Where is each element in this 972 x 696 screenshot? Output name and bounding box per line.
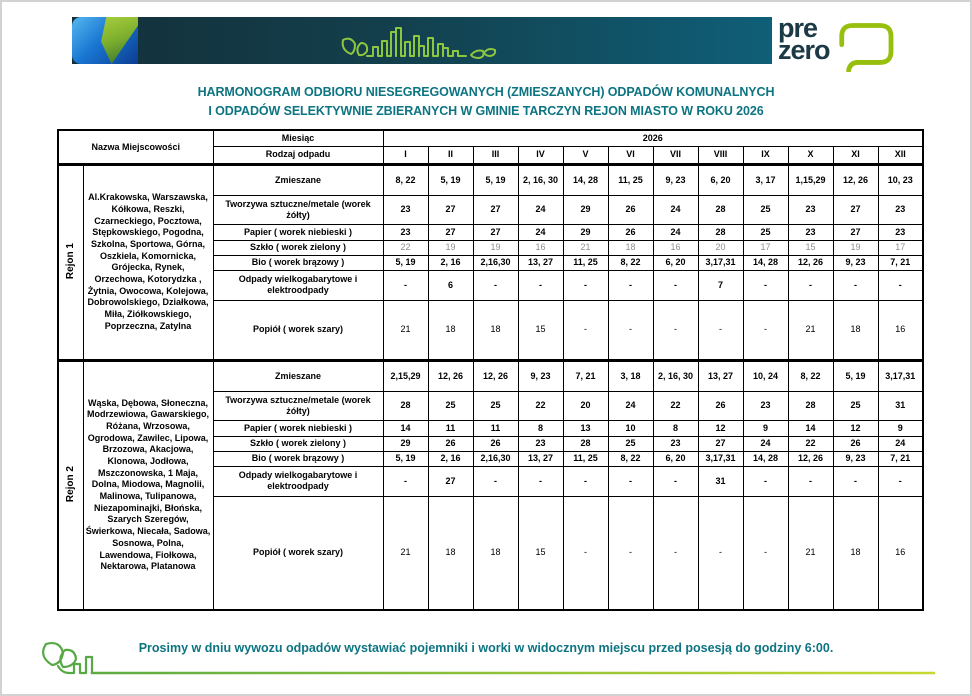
schedule-day-cell: 24 xyxy=(518,195,563,224)
page-title xyxy=(2,83,970,122)
schedule-day-cell: 15 xyxy=(788,240,833,255)
schedule-day-cell: 25 xyxy=(743,224,788,240)
footer-leaf-line-decoration xyxy=(36,638,940,680)
waste-type-label: Papier ( worek niebieski ) xyxy=(213,224,383,240)
schedule-day-cell: - xyxy=(383,270,428,300)
schedule-day-cell: 9 xyxy=(878,420,923,436)
schedule-day-cell: 11 xyxy=(428,420,473,436)
schedule-day-cell: 19 xyxy=(428,240,473,255)
schedule-day-cell: - xyxy=(653,300,698,360)
schedule-day-cell: 2,15,29 xyxy=(383,360,428,391)
schedule-day-cell: 18 xyxy=(473,496,518,610)
schedule-day-cell: 9, 23 xyxy=(833,451,878,466)
page-title-line1: HARMONOGRAM ODBIORU NIESEGREGOWANYCH (ZMIESZANYCH) ODPADÓW KOMUNALNYCH xyxy=(197,85,775,99)
schedule-day-cell: 16 xyxy=(878,496,923,610)
schedule-day-cell: 23 xyxy=(383,195,428,224)
schedule-day-cell: - xyxy=(653,496,698,610)
schedule-day-cell: 11, 25 xyxy=(563,255,608,270)
schedule-day-cell: 28 xyxy=(698,195,743,224)
schedule-day-cell: 3,17,31 xyxy=(698,255,743,270)
prezero-word-top: pre xyxy=(778,13,818,43)
schedule-day-cell: - xyxy=(698,496,743,610)
schedule-day-cell: 22 xyxy=(788,436,833,451)
schedule-day-cell: 16 xyxy=(878,300,923,360)
schedule-day-cell: 24 xyxy=(518,224,563,240)
schedule-day-cell: 6, 20 xyxy=(653,255,698,270)
schedule-day-cell: 2, 16 xyxy=(428,451,473,466)
schedule-day-cell: 21 xyxy=(383,300,428,360)
schedule-day-cell: 5, 19 xyxy=(473,164,518,195)
schedule-day-cell: 2, 16, 30 xyxy=(518,164,563,195)
schedule-day-cell: 25 xyxy=(833,391,878,420)
schedule-day-cell: 22 xyxy=(383,240,428,255)
schedule-day-cell: 13, 27 xyxy=(518,451,563,466)
street-list: Al.Krakowska, Warszawska, Kółkowa, Reszki, Czarneckiego, Pocztowa, Stępkowskiego, Pogodna, Szkolna, Sportowa, Górna, Oszkiela, Komornicka, Grójecka, Rynek, Orzechowa, Kotorydzka , Żytnia, Owocowa, Kolejowa, Dobrowolskiego, Działkowa, Miła, Ziółkowskiego, Poprzeczna, Zatylna xyxy=(83,164,213,360)
schedule-day-cell: 13 xyxy=(563,420,608,436)
schedule-day-cell: 3, 17 xyxy=(743,164,788,195)
schedule-day-cell: 14, 28 xyxy=(743,451,788,466)
schedule-day-cell: 14, 28 xyxy=(563,164,608,195)
schedule-day-cell: 29 xyxy=(563,195,608,224)
waste-type-label: Papier ( worek niebieski ) xyxy=(213,420,383,436)
schedule-day-cell: 31 xyxy=(698,466,743,496)
schedule-day-cell: 26 xyxy=(473,436,518,451)
region-label xyxy=(58,164,83,360)
schedule-day-cell: 5, 19 xyxy=(833,360,878,391)
schedule-day-cell: 12, 26 xyxy=(788,255,833,270)
schedule-day-cell: 2,16,30 xyxy=(473,451,518,466)
schedule-day-cell: 27 xyxy=(428,466,473,496)
schedule-day-cell: 7, 21 xyxy=(878,451,923,466)
schedule-day-cell: 27 xyxy=(428,195,473,224)
schedule-day-cell: - xyxy=(698,300,743,360)
schedule-day-cell: 13, 27 xyxy=(518,255,563,270)
schedule-day-cell: 21 xyxy=(788,300,833,360)
schedule-day-cell: 6, 20 xyxy=(653,451,698,466)
schedule-day-cell: 29 xyxy=(383,436,428,451)
schedule-day-cell: 8, 22 xyxy=(608,451,653,466)
waste-type-label: Zmieszane xyxy=(213,164,383,195)
schedule-day-cell: 12, 26 xyxy=(473,360,518,391)
schedule-day-cell: 23 xyxy=(878,224,923,240)
table-row xyxy=(58,360,923,391)
schedule-day-cell: - xyxy=(563,270,608,300)
schedule-day-cell: 11, 25 xyxy=(608,164,653,195)
schedule-day-cell: - xyxy=(608,300,653,360)
schedule-day-cell: - xyxy=(563,496,608,610)
waste-type-label: Odpady wielkogabarytowe i elektroodpady xyxy=(213,270,383,300)
col-header-month: IX xyxy=(743,146,788,164)
schedule-day-cell: 22 xyxy=(653,391,698,420)
schedule-day-cell: - xyxy=(788,466,833,496)
schedule-day-cell: 14, 28 xyxy=(743,255,788,270)
waste-type-label: Odpady wielkogabarytowe i elektroodpady xyxy=(213,466,383,496)
schedule-day-cell: 31 xyxy=(878,391,923,420)
schedule-day-cell: 2, 16, 30 xyxy=(653,360,698,391)
schedule-day-cell: 21 xyxy=(788,496,833,610)
schedule-day-cell: 16 xyxy=(518,240,563,255)
page-title-line2: I ODPADÓW SELEKTYWNIE ZBIERANYCH W GMINIE TARCZYN REJON MIASTO W ROKU 2026 xyxy=(208,104,764,119)
waste-type-label: Popiół ( worek szary) xyxy=(213,496,383,610)
schedule-day-cell: 27 xyxy=(473,195,518,224)
schedule-day-cell: 23 xyxy=(788,224,833,240)
schedule-day-cell: 11 xyxy=(473,420,518,436)
schedule-day-cell: 18 xyxy=(428,496,473,610)
prezero-leaf-icon xyxy=(834,20,896,72)
schedule-day-cell: 27 xyxy=(428,224,473,240)
schedule-day-cell: 15 xyxy=(518,300,563,360)
schedule-day-cell: 10, 23 xyxy=(878,164,923,195)
schedule-day-cell: 5, 19 xyxy=(383,451,428,466)
waste-type-label: Popiół ( worek szary) xyxy=(213,300,383,360)
schedule-day-cell: 12 xyxy=(833,420,878,436)
schedule-day-cell: - xyxy=(383,466,428,496)
schedule-day-cell: - xyxy=(473,270,518,300)
schedule-day-cell: 8, 22 xyxy=(788,360,833,391)
schedule-day-cell: 5, 19 xyxy=(383,255,428,270)
col-header-month: III xyxy=(473,146,518,164)
schedule-day-cell: 8, 22 xyxy=(383,164,428,195)
col-header-rodzaj-odpadu: Rodzaj odpadu xyxy=(213,146,383,164)
schedule-day-cell: - xyxy=(608,496,653,610)
header-area xyxy=(2,2,970,66)
schedule-day-cell: 18 xyxy=(428,300,473,360)
schedule-day-cell: 1,15,29 xyxy=(788,164,833,195)
region-label-text: Rejon 1 xyxy=(65,243,77,280)
schedule-day-cell: 26 xyxy=(428,436,473,451)
city-skyline-icon xyxy=(337,24,507,62)
schedule-day-cell: 12, 26 xyxy=(788,451,833,466)
schedule-day-cell: 14 xyxy=(788,420,833,436)
schedule-day-cell: 18 xyxy=(833,300,878,360)
waste-type-label: Bio ( worek brązowy ) xyxy=(213,451,383,466)
schedule-day-cell: 8 xyxy=(653,420,698,436)
schedule-day-cell: - xyxy=(743,466,788,496)
waste-type-label: Szkło ( worek zielony ) xyxy=(213,436,383,451)
waste-type-label: Tworzywa sztuczne/metale (worek żółty) xyxy=(213,391,383,420)
col-header-month: X xyxy=(788,146,833,164)
schedule-day-cell: 12, 26 xyxy=(428,360,473,391)
region-label xyxy=(58,360,83,610)
schedule-day-cell: - xyxy=(608,270,653,300)
waste-type-label: Zmieszane xyxy=(213,360,383,391)
schedule-day-cell: 15 xyxy=(518,496,563,610)
col-header-month: VI xyxy=(608,146,653,164)
schedule-day-cell: 16 xyxy=(653,240,698,255)
col-header-month: II xyxy=(428,146,473,164)
schedule-day-cell: 28 xyxy=(563,436,608,451)
schedule-day-cell: - xyxy=(653,270,698,300)
prezero-logo xyxy=(778,13,896,72)
schedule-day-cell: 28 xyxy=(383,391,428,420)
schedule-day-cell: 28 xyxy=(788,391,833,420)
col-header-month: IV xyxy=(518,146,563,164)
schedule-day-cell: 24 xyxy=(878,436,923,451)
schedule-day-cell: 10 xyxy=(608,420,653,436)
col-header-month: VII xyxy=(653,146,698,164)
schedule-day-cell: 9, 23 xyxy=(653,164,698,195)
schedule-day-cell: 24 xyxy=(653,224,698,240)
schedule-day-cell: 25 xyxy=(608,436,653,451)
schedule-day-cell: 2,16,30 xyxy=(473,255,518,270)
schedule-day-cell: 19 xyxy=(473,240,518,255)
schedule-day-cell: 6, 20 xyxy=(698,164,743,195)
schedule-day-cell: 24 xyxy=(608,391,653,420)
schedule-day-cell: 7, 21 xyxy=(563,360,608,391)
schedule-day-cell: 28 xyxy=(698,224,743,240)
schedule-day-cell: 24 xyxy=(743,436,788,451)
schedule-day-cell: 2, 16 xyxy=(428,255,473,270)
schedule-day-cell: 17 xyxy=(878,240,923,255)
schedule-day-cell: - xyxy=(563,466,608,496)
schedule-day-cell: 24 xyxy=(653,195,698,224)
schedule-day-cell: 19 xyxy=(833,240,878,255)
schedule-day-cell: 29 xyxy=(563,224,608,240)
col-header-month: XI xyxy=(833,146,878,164)
schedule-day-cell: 7, 21 xyxy=(878,255,923,270)
schedule-day-cell: 26 xyxy=(608,195,653,224)
schedule-day-cell: 18 xyxy=(473,300,518,360)
schedule-day-cell: 25 xyxy=(428,391,473,420)
schedule-day-cell: 21 xyxy=(563,240,608,255)
schedule-day-cell: 12, 26 xyxy=(833,164,878,195)
schedule-day-cell: 17 xyxy=(743,240,788,255)
table-row xyxy=(58,164,923,195)
schedule-day-cell: - xyxy=(518,270,563,300)
schedule-day-cell: 20 xyxy=(563,391,608,420)
prezero-wordmark xyxy=(778,13,830,65)
prezero-word-bottom: zero xyxy=(778,34,830,65)
schedule-day-cell: - xyxy=(743,300,788,360)
schedule-day-cell: 6 xyxy=(428,270,473,300)
schedule-day-cell: 21 xyxy=(383,496,428,610)
schedule-day-cell: - xyxy=(743,496,788,610)
schedule-day-cell: - xyxy=(833,466,878,496)
schedule-day-cell: 10, 24 xyxy=(743,360,788,391)
schedule-day-cell: 12 xyxy=(698,420,743,436)
table-row xyxy=(58,130,923,147)
schedule-day-cell: 5, 19 xyxy=(428,164,473,195)
schedule-day-cell: 9, 23 xyxy=(518,360,563,391)
schedule-day-cell: 23 xyxy=(518,436,563,451)
schedule-day-cell: - xyxy=(608,466,653,496)
schedule-day-cell: - xyxy=(878,270,923,300)
schedule-day-cell: 27 xyxy=(473,224,518,240)
footer-notice: Prosimy w dniu wywozu odpadów wystawiać pojemniki i worki w widocznym miejscu przed posesją do godziny 6:00. xyxy=(138,640,834,655)
schedule-day-cell: - xyxy=(518,466,563,496)
schedule-day-cell: - xyxy=(878,466,923,496)
schedule-day-cell: 8, 22 xyxy=(608,255,653,270)
region-label-text: Rejon 2 xyxy=(65,466,77,503)
schedule-day-cell: 27 xyxy=(698,436,743,451)
schedule-day-cell: 20 xyxy=(698,240,743,255)
schedule-day-cell: 23 xyxy=(878,195,923,224)
schedule-day-cell: 9 xyxy=(743,420,788,436)
waste-type-label: Tworzywa sztuczne/metale (worek żółty) xyxy=(213,195,383,224)
col-header-month: VIII xyxy=(698,146,743,164)
col-header-nazwa-miejscowosci: Nazwa Miejscowości xyxy=(58,130,213,165)
schedule-table-body xyxy=(58,130,923,610)
col-header-month: V xyxy=(563,146,608,164)
schedule-table xyxy=(57,129,924,611)
schedule-day-cell: 23 xyxy=(788,195,833,224)
schedule-day-cell: 9, 23 xyxy=(833,255,878,270)
schedule-day-cell: 14 xyxy=(383,420,428,436)
waste-type-label: Szkło ( worek zielony ) xyxy=(213,240,383,255)
leaf-icon xyxy=(72,17,138,64)
schedule-day-cell: 23 xyxy=(653,436,698,451)
col-header-miesiac: Miesiąc xyxy=(213,130,383,147)
schedule-day-cell: 7 xyxy=(698,270,743,300)
schedule-day-cell: 11, 25 xyxy=(563,451,608,466)
schedule-day-cell: 3, 18 xyxy=(608,360,653,391)
brand-square-icon xyxy=(72,17,138,64)
schedule-day-cell: 8 xyxy=(518,420,563,436)
header-banner xyxy=(72,17,772,64)
schedule-day-cell: 3,17,31 xyxy=(878,360,923,391)
schedule-day-cell: 18 xyxy=(608,240,653,255)
schedule-day-cell: - xyxy=(653,466,698,496)
schedule-day-cell: 26 xyxy=(833,436,878,451)
street-list: Wąska, Dębowa, Słoneczna, Modrzewiowa, Gawarskiego, Różana, Wrzosowa, Ogrodowa, Zawilec, Lipowa, Brzozowa, Akacjowa, Klonowa, Jodłowa, Mszczonowska, 1 Maja, Dolna, Miodowa, Magnolii, Malinowa, Tulipanowa, Niezapominajki, Błońska, Szarych Szeregów, Świerkowa, Niecała, Sadowa, Sosnowa, Polna, Lawendowa, Fiołkowa, Nektarowa, Platanowa xyxy=(83,360,213,610)
schedule-day-cell: 23 xyxy=(743,391,788,420)
schedule-day-cell: 13, 27 xyxy=(698,360,743,391)
schedule-day-cell: 26 xyxy=(608,224,653,240)
schedule-day-cell: - xyxy=(743,270,788,300)
schedule-day-cell: - xyxy=(563,300,608,360)
schedule-day-cell: 3,17,31 xyxy=(698,451,743,466)
schedule-day-cell: 23 xyxy=(383,224,428,240)
schedule-day-cell: - xyxy=(473,466,518,496)
waste-type-label: Bio ( worek brązowy ) xyxy=(213,255,383,270)
schedule-day-cell: - xyxy=(788,270,833,300)
col-header-month: I xyxy=(383,146,428,164)
col-header-month: XII xyxy=(878,146,923,164)
col-header-year: 2026 xyxy=(383,130,923,147)
schedule-day-cell: 26 xyxy=(698,391,743,420)
schedule-day-cell: 25 xyxy=(473,391,518,420)
schedule-day-cell: 27 xyxy=(833,195,878,224)
schedule-day-cell: 18 xyxy=(833,496,878,610)
schedule-day-cell: 25 xyxy=(743,195,788,224)
schedule-day-cell: 27 xyxy=(833,224,878,240)
schedule-day-cell: - xyxy=(833,270,878,300)
schedule-day-cell: 22 xyxy=(518,391,563,420)
